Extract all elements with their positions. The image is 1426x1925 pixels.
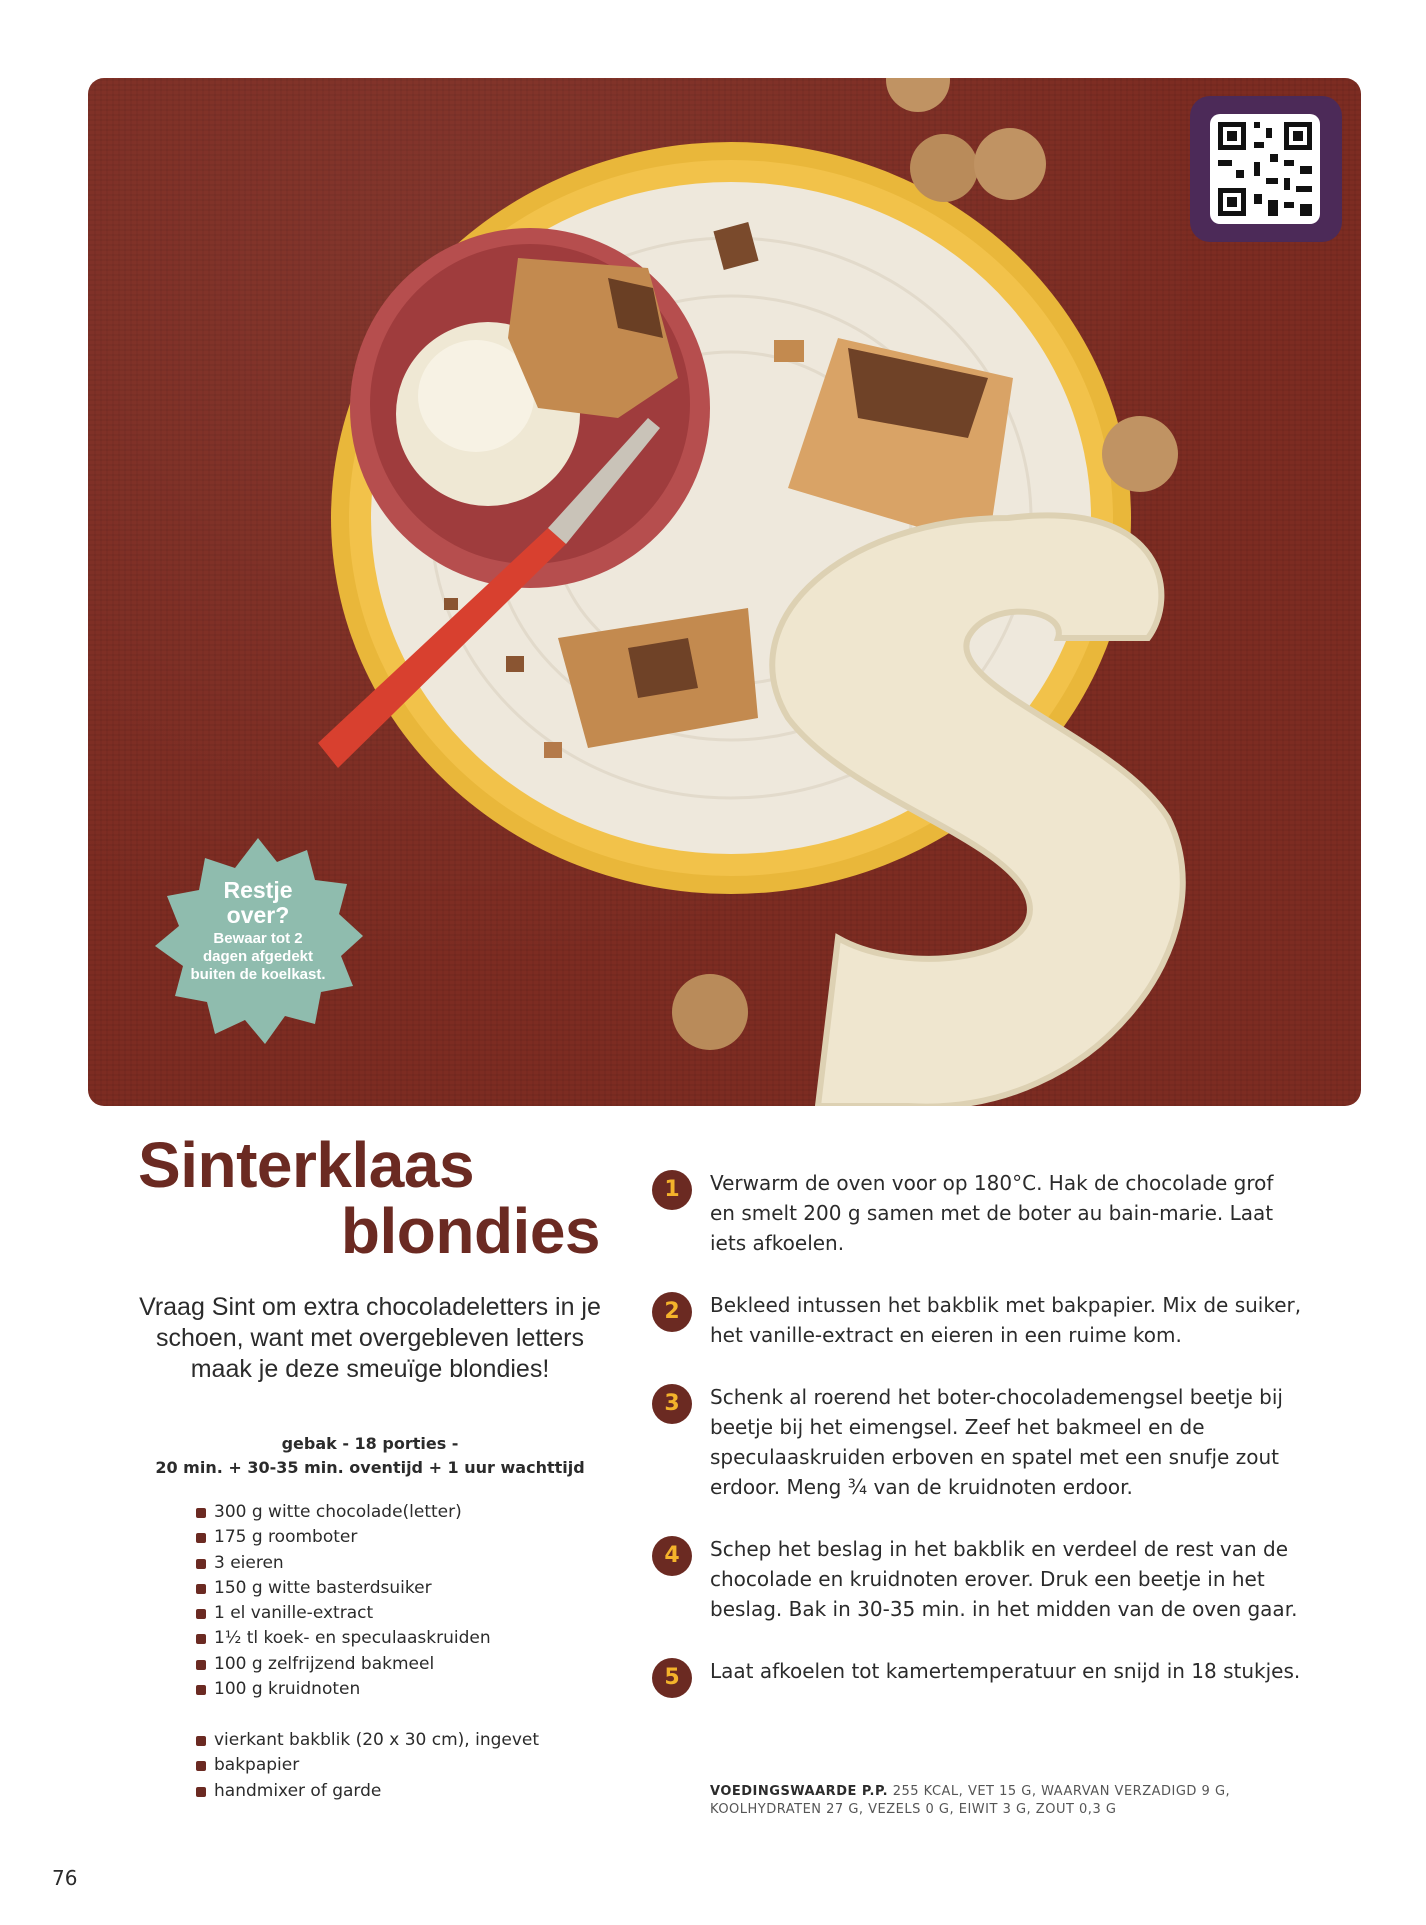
step-text: Schenk al roerend het boter-chocolademengsel beetje bij beetje bij het eimengsel. Zeef het bakmeel en de speculaaskruiden erboven en spatel met een snufje zout erdoor. Meng ¾ van de kruidnoten erdoor. <box>710 1385 1283 1499</box>
step <box>652 1382 1302 1502</box>
ingredient-item: 300 g witte chocolade(letter) <box>196 1500 616 1525</box>
recipe-intro: Vraag Sint om extra chocoladeletters in je schoen, want met overgebleven letters maak je deze smeuïge blondies! <box>139 1293 601 1383</box>
step <box>652 1290 1302 1350</box>
equipment-item: bakpapier <box>196 1753 616 1778</box>
step <box>652 1168 1302 1258</box>
step-number-badge: 5 <box>652 1658 692 1698</box>
nutrition-info <box>710 1783 1290 1819</box>
equipment-list <box>196 1728 616 1804</box>
badge-title: Restje over? <box>223 877 293 928</box>
step-text: Bekleed intussen het bakblik met bakpapier. Mix de suiker, het vanille-extract en eieren in een ruime kom. <box>710 1293 1302 1347</box>
nutrition-values: 255 KCAL, VET 15 G, WAARVAN VERZADIGD 9 G, KOOLHYDRATEN 27 G, VEZELS 0 G, EIWIT 3 G, ZOUT 0,3 G <box>710 1784 1231 1817</box>
badge-body: Bewaar tot 2 dagen afgedekt buiten de koelkast. <box>190 930 326 983</box>
recipe-meta <box>128 1432 612 1480</box>
ingredient-item: 3 eieren <box>196 1551 616 1576</box>
step <box>652 1656 1302 1690</box>
step-number-badge: 3 <box>652 1384 692 1424</box>
step-number-badge: 4 <box>652 1536 692 1576</box>
ingredient-item: 1½ tl koek- en speculaaskruiden <box>196 1626 616 1651</box>
leftovers-badge <box>147 832 369 1054</box>
recipe-category-servings: gebak - 18 porties - <box>281 1434 459 1453</box>
ingredient-item: 100 g zelfrijzend bakmeel <box>196 1652 616 1677</box>
qr-code-frame[interactable] <box>1190 96 1342 242</box>
page-number: 76 <box>52 1866 78 1890</box>
ingredient-item: 100 g kruidnoten <box>196 1677 616 1702</box>
recipe-title-line2: blondies <box>340 1195 600 1267</box>
equipment-item: handmixer of garde <box>196 1779 616 1804</box>
step-text: Schep het beslag in het bakblik en verdeel de rest van de chocolade en kruidnoten erover. Druk een beetje in het beslag. Bak in 30-35 min. in het midden van de oven gaar. <box>710 1537 1298 1621</box>
step-number-badge: 2 <box>652 1292 692 1332</box>
ingredient-item: 1 el vanille-extract <box>196 1601 616 1626</box>
ingredient-item: 175 g roomboter <box>196 1525 616 1550</box>
recipe-photo <box>88 78 1361 1106</box>
nutrition-label: VOEDINGSWAARDE P.P. <box>710 1784 889 1799</box>
step-number-badge: 1 <box>652 1170 692 1210</box>
preparation-steps <box>652 1168 1302 1690</box>
equipment-item: vierkant bakblik (20 x 30 cm), ingevet <box>196 1728 616 1753</box>
ingredient-list <box>196 1500 616 1702</box>
step-text: Laat afkoelen tot kamertemperatuur en snijd in 18 stukjes. <box>710 1659 1301 1683</box>
recipe-time: 20 min. + 30-35 min. oventijd + 1 uur wachttijd <box>155 1458 585 1477</box>
step-text: Verwarm de oven voor op 180°C. Hak de chocolade grof en smelt 200 g samen met de boter au bain-marie. Laat iets afkoelen. <box>710 1171 1274 1255</box>
step <box>652 1534 1302 1624</box>
qr-code-icon[interactable] <box>1210 114 1320 224</box>
recipe-title <box>138 1129 600 1267</box>
ingredient-item: 150 g witte basterdsuiker <box>196 1576 616 1601</box>
recipe-title-line1: Sinterklaas <box>138 1129 475 1201</box>
